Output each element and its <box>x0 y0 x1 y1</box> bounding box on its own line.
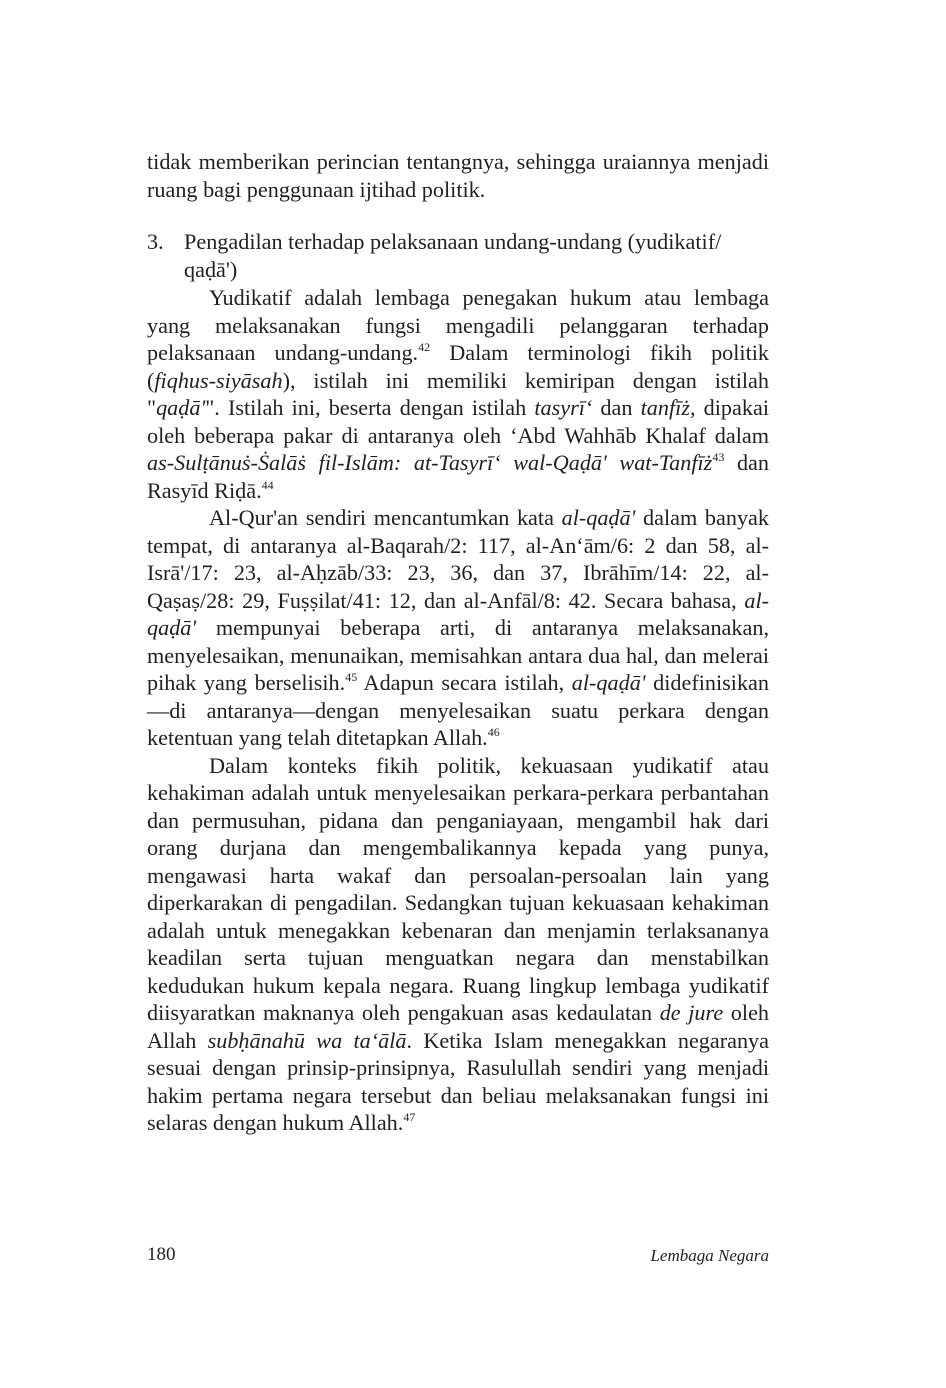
text-run: dalam banyak tempat, di antaranya al-Baqarah/2: 117, al-An‘ām/6: 2 dan 58, al-Isrā'/17: 23, al-Aḥzāb/33: 23, 36, dan 37, Ibrāhīm/14: 22, al-Qaṣaṣ/28: 29, Fuṣṣilat/41: 12, dan al-Anfāl/8: 42. Secara bahasa, <box>147 505 769 613</box>
text-run: Al-Qur'an sendiri mencantumkan kata <box>209 505 562 530</box>
italic-book-title: as-Sulṭānuṡ-Ṡalāṡ fil-Islām: at-Tasyrī‘ wal-Qaḍā' wat-Tanfīż <box>147 450 713 475</box>
text-run: mempunyai beberapa arti, di antaranya melaksanakan, menyelesaikan, menunaikan, memisahkan antara dua hal, dan melerai pihak yang berselisih. <box>147 615 769 695</box>
text-run: didefinisikan—di antaranya—dengan menyelesaikan suatu perkara dengan ketentuan yang telah ditetapkan Allah. <box>147 670 769 750</box>
italic-term: qaḍā' <box>156 395 206 420</box>
italic-term: subḥānahū wa ta‘ālā <box>207 1027 407 1053</box>
section-heading-text: Pengadilan terhadap pelaksanaan undang-undang (yudikatif/ qaḍā') <box>184 229 722 282</box>
italic-term: de jure <box>659 1000 724 1025</box>
paragraph-yudikatif-definition <box>147 284 769 504</box>
intro-paragraph <box>147 148 769 203</box>
paragraph-judicial-power <box>147 752 769 1137</box>
footnote-ref-44: 44 <box>261 477 274 492</box>
italic-term: al-qaḍā' <box>571 670 646 695</box>
section-body <box>147 284 769 1137</box>
footnote-ref-46: 46 <box>487 725 500 739</box>
section-heading <box>147 228 769 283</box>
text-run: Dalam konteks fikih politik, kekuasaan yudikatif atau kehakiman adalah untuk menyelesaikan perkara-perkara perbantahan dan permusuhan, pidana dan penganiayaan, mengambil hak dari orang durjana dan mengembalikannya kepada yang punya, mengawasi harta wakaf dan persoalan-persoalan lain yang diperkarakan di pengadilan. Sedangkan tujuan kekuasaan kehakiman adalah untuk menegakkan kebenaran dan menjamin terlaksananya keadilan serta tujuan menguatkan negara dan menstabilkan kedudukan hukum kepala negara. Ruang lingkup lembaga yudikatif diisyaratkan maknanya oleh pengakuan asas kedaulatan <box>147 752 769 1025</box>
text-run: . Ketika Islam menegakkan negaranya sesuai dengan prinsip-prinsipnya, Rasulullah sendiri yang menjadi hakim pertama negara tersebut dan beliau melaksanakan fungsi ini selaras dengan hukum Allah. <box>147 1027 770 1135</box>
section-number: 3. <box>147 229 164 254</box>
text-run: dan <box>592 395 641 420</box>
text-run: Adapun secara istilah, <box>357 670 572 695</box>
footnote-ref-43: 43 <box>712 450 725 464</box>
footnote-ref-47: 47 <box>403 1110 416 1124</box>
text-run: oleh Allah <box>147 1000 770 1053</box>
text-run: dan Rasyīd Riḍā. <box>147 450 769 503</box>
paragraph-al-qada-meaning <box>147 504 769 752</box>
italic-term: tasyrī‘ <box>534 395 593 420</box>
text-run: Yudikatif adalah lembaga penegakan hukum atau lembaga yang melaksanakan fungsi mengadili pelanggaran terhadap pelaksanaan undang-undang. <box>147 285 769 365</box>
text-run: Dalam terminologi fikih politik ( <box>147 340 770 393</box>
text-run: ". Istilah ini, beserta dengan istilah <box>205 395 535 420</box>
intro-text: tidak memberikan perincian tentangnya, sehingga uraiannya menjadi ruang bagi penggunaan ijtihad politik. <box>147 149 769 202</box>
page-footer <box>147 1244 769 1272</box>
italic-term: al-qaḍā' <box>561 505 636 530</box>
page-number: 180 <box>147 1244 176 1265</box>
footnote-ref-42: 42 <box>418 340 431 354</box>
text-run: ), istilah ini memiliki kemiripan dengan istilah " <box>147 367 769 420</box>
italic-term: fiqhus-siyāsah <box>154 367 283 393</box>
italic-term: tanfīż <box>640 395 690 420</box>
footnote-ref-45: 45 <box>345 670 358 684</box>
text-run: , dipakai oleh beberapa pakar di antaranya oleh ‘Abd Wahhāb Khalaf dalam <box>147 395 769 448</box>
italic-term: al-qaḍā' <box>147 587 769 640</box>
running-title: Lembaga Negara <box>650 1246 769 1265</box>
